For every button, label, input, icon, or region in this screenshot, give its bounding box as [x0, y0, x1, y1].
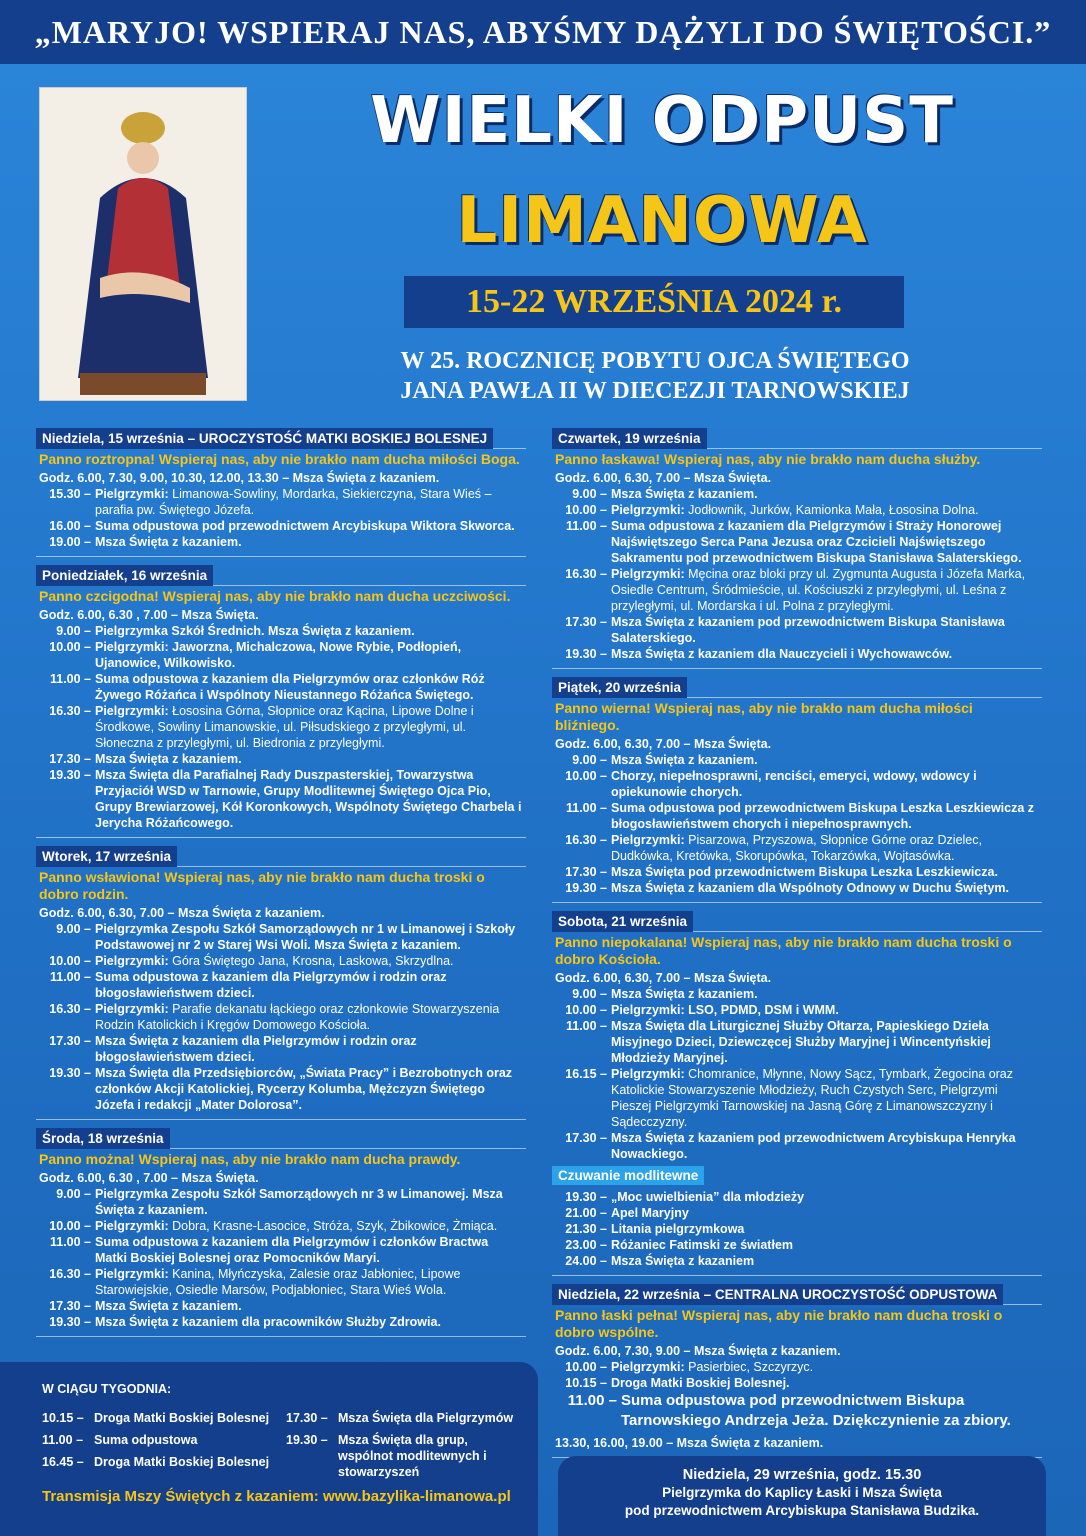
weekly-time: 10.15 – [42, 1411, 84, 1425]
schedule-row [555, 864, 1039, 880]
row-desc [611, 1359, 1039, 1375]
row-time: 11.00 – [565, 1019, 607, 1033]
row-bold-text: Pielgrzymka Zespołu Szkół Samorządowych nr 3 w Limanowej. Msza Święta z kazaniem. [95, 1187, 503, 1217]
row-desc [611, 566, 1039, 614]
row-desc [95, 953, 523, 969]
schedule-right-column [552, 428, 1042, 1466]
schedule-row [39, 969, 523, 1001]
row-desc [611, 1221, 1039, 1237]
row-desc [95, 703, 523, 751]
row-time: 16.30 – [49, 1002, 91, 1016]
row-desc [95, 1001, 523, 1033]
day-hours: Godz. 6.00, 6.30, 7.00 – Msza Święta z kazaniem. [39, 906, 325, 920]
row-plain-text: Góra Świętego Jana, Krosna, Laskowa, Skrzydlna. [168, 954, 454, 968]
row-desc [95, 671, 523, 703]
row-bold-text: Msza Święta z kazaniem. [611, 987, 758, 1001]
schedule-row [39, 1234, 523, 1266]
footer-line: Pielgrzymka do Kaplicy Łaski i Msza Święta [662, 1485, 942, 1500]
day-invocation: Panno roztropna! Wspieraj nas, aby nie brakło nam ducha miłości Boga. [39, 451, 520, 467]
row-desc [611, 1066, 1039, 1130]
row-time: 10.00 – [565, 1003, 607, 1017]
schedule-row [555, 986, 1039, 1002]
schedule-row [39, 767, 523, 831]
row-time: 16.00 – [49, 519, 91, 533]
city-title: LIMANOWA [456, 184, 868, 258]
row-time: 16.30 – [49, 704, 91, 718]
weekly-row [286, 1410, 526, 1426]
row-bold-text: Suma odpustowa z kazaniem dla Pielgrzymów oraz członków Róż Żywego Różańca i Wspólnoty Nieustannego Różańca Świętego. [95, 672, 485, 702]
schedule-row [555, 1253, 1039, 1269]
schedule-row [555, 486, 1039, 502]
row-time: 19.30 – [565, 1190, 607, 1204]
row-time: 16.15 – [565, 1067, 607, 1081]
row-time: 9.00 – [572, 987, 607, 1001]
row-bold-text: Pielgrzymki: Jaworzna, Michalczowa, Nowe Rybie, Podłopień, Ujanowice, Wilkowisko. [95, 640, 462, 670]
row-desc [611, 1205, 1039, 1221]
row-bold-text: Pielgrzymki: [611, 1360, 685, 1374]
row-desc [611, 502, 1039, 518]
row-desc [611, 768, 1039, 800]
row-bold-text: Msza Święta pod przewodnictwem Biskupa Leszka Leszkiewicza. [611, 865, 998, 879]
row-bold-text: Droga Matki Boskiej Bolesnej. [611, 1376, 790, 1390]
schedule-row [39, 1298, 523, 1314]
row-time: 10.00 – [49, 640, 91, 654]
row-plain-text: Jodłownik, Jurków, Kamionka Mała, Łososina Dolna. [684, 503, 979, 517]
day-hours: Godz. 6.00, 6.30, 7.00 – Msza Święta. [555, 471, 772, 485]
row-bold-text: Pielgrzymki: [95, 1002, 169, 1016]
row-bold-text: Msza Święta z kazaniem. [95, 752, 242, 766]
row-plain-text: Parafie dekanatu łąckiego oraz członkowie Stowarzyszenia Rodzin Katolickich i Kręgów Domowego Kościoła. [95, 1002, 500, 1032]
schedule-row [39, 1314, 523, 1330]
row-plain-text: Pasierbiec, Szczyrzyc. [684, 1360, 814, 1374]
day-invocation: Panno czcigodna! Wspieraj nas, aby nie brakło nam ducha uczciwości. [39, 588, 511, 604]
day-section [552, 677, 1042, 903]
schedule-row [39, 1186, 523, 1218]
row-desc [611, 646, 1039, 662]
day-heading: Niedziela, 15 września – UROCZYSTOŚĆ MATKI BOSKIEJ BOLESNEJ [36, 428, 493, 449]
schedule-row [555, 614, 1039, 646]
row-bold-text: Msza Święta z kazaniem. [95, 535, 242, 549]
weekly-desc: Droga Matki Boskiej Bolesnej [94, 1411, 270, 1425]
row-bold-text: Suma odpustowa z kazaniem dla Pielgrzymów i członków Bractwa Matki Boskiej Bolesnej oraz Pomocników Maryi. [95, 1235, 489, 1265]
weekly-row [42, 1410, 282, 1426]
row-desc [95, 969, 523, 1001]
row-time: 19.30 – [49, 1066, 91, 1080]
row-desc [95, 1218, 523, 1234]
row-time: 11.00 – [565, 519, 607, 533]
schedule-left-column [36, 428, 526, 1345]
row-time: 9.00 – [56, 1187, 91, 1201]
weekly-time: 19.30 – [286, 1433, 328, 1447]
row-time: 10.00 – [565, 503, 607, 517]
row-bold-text: Pielgrzymki: [95, 487, 169, 501]
row-plain-text: Męcina oraz bloki przy ul. Zygmunta Augusta i Józefa Marka, Osiedle Centrum, Śródmieście, ul. Kościuszki z przyległymi, ul. Leśna z przyległymi, ul. Mordarska i ul. Polna z przyległymi. [611, 567, 1026, 613]
schedule-row-main [555, 1391, 1039, 1431]
row-plain-text: Dobra, Krasne-Lasocice, Stróża, Szyk, Żbikowice, Żmiąca. [168, 1219, 498, 1233]
row-desc [95, 751, 523, 767]
row-desc [611, 1130, 1039, 1162]
row-desc [95, 1314, 523, 1330]
day-hours: Godz. 6.00, 7.30, 9.00 – Msza Święta z kazaniem. [555, 1344, 841, 1358]
weekly-row [42, 1454, 282, 1470]
day-invocation: Panno łaski pełna! Wspieraj nas, aby nie brakło nam ducha troski o dobro wspólne. [555, 1307, 1003, 1340]
schedule-row [555, 502, 1039, 518]
row-desc [95, 1033, 523, 1065]
row-desc [95, 486, 523, 518]
row-bold-text: Msza Święta z kazaniem pod przewodnictwem Arcybiskupa Henryka Nowackiego. [611, 1131, 1016, 1161]
row-bold-text: Suma odpustowa z kazaniem dla Pielgrzymów i Straży Honorowej Najświętszego Serca Pana Jezusa oraz Czcicieli Najświętszego Sakramentu pod przewodnictwem Biskupa Stanisława Salaterskiego. [611, 519, 1022, 565]
row-desc [611, 518, 1039, 566]
row-bold-text: Pielgrzymki: [611, 503, 685, 517]
schedule-row [555, 1359, 1039, 1375]
row-desc [95, 1266, 523, 1298]
row-plain-text: Łososina Górna, Słopnice oraz Kącina, Lipowe Dolne i Środkowe, Sowliny Limanowskie, ul. Piłsudskiego z przyległymi, ul. Słoneczna z przyległymi, ul. Biedronia z przyległymi. [95, 704, 474, 750]
schedule-row [555, 752, 1039, 768]
weekly-desc: Msza Święta dla grup, wspólnot modlitewnych i stowarzyszeń [338, 1433, 487, 1479]
day-invocation: Panno wsławiona! Wspieraj nas, aby nie brakło nam ducha troski o dobro rodzin. [39, 869, 485, 902]
row-desc [95, 921, 523, 953]
schedule-row [39, 1033, 523, 1065]
day-heading: Niedziela, 22 września – CENTRALNA UROCZYSTOŚĆ ODPUSTOWA [552, 1284, 1003, 1305]
row-time: 11.00 – [567, 1392, 617, 1409]
day-heading: Piątek, 20 września [552, 677, 687, 698]
row-bold-text: Apel Maryjny [611, 1206, 689, 1220]
row-time: 19.30 – [49, 768, 91, 782]
row-bold-text: Pielgrzymki: [95, 1267, 169, 1281]
row-desc [611, 864, 1039, 880]
schedule-row [39, 751, 523, 767]
motto-bar [0, 0, 1086, 64]
row-bold-text: Msza Święta dla Liturgicznej Służby Ołtarza, Papieskiego Dzieła Misyjnego Dzieci, Dziewczęcej Służby Maryjnej i Wincentyńskiej Młodzieży Maryjnej. [611, 1019, 991, 1065]
row-time: 24.00 – [565, 1254, 607, 1268]
row-bold-text: Pielgrzymki: [611, 567, 685, 581]
row-bold-text: Msza Święta z kazaniem dla Nauczycieli i Wychowawców. [611, 647, 953, 661]
row-time: 17.30 – [565, 865, 607, 879]
row-time: 11.00 – [49, 970, 91, 984]
schedule-row [39, 639, 523, 671]
date-text: 15-22 WRZEŚNIA 2024 r. [466, 283, 842, 320]
schedule-row [39, 623, 523, 639]
day-invocation: Panno łaskawa! Wspieraj nas, aby nie brakło nam ducha służby. [555, 451, 981, 467]
footer-line: pod przewodnictwem Arcybiskupa Stanisława Budzika. [624, 1503, 980, 1518]
row-desc [95, 518, 523, 534]
row-time: 11.00 – [565, 801, 607, 815]
broadcast-link[interactable]: Transmisja Mszy Świętych z kazaniem: www.bazylika-limanowa.pl [42, 1488, 511, 1505]
row-time: 15.30 – [49, 487, 91, 501]
day-section [552, 911, 1042, 1276]
row-time: 19.00 – [49, 535, 91, 549]
row-bold-text: Pielgrzymki: LSO, PDMD, DSM i WMM. [611, 1003, 839, 1017]
weekly-desc: Droga Matki Boskiej Bolesnej [94, 1455, 270, 1469]
row-time: 19.30 – [565, 881, 607, 895]
row-desc [95, 534, 523, 550]
schedule-row [39, 1001, 523, 1033]
motto: „MARYJO! WSPIERAJ NAS, ABYŚMY DĄŻYLI DO ŚWIĘTOŚCI.” [34, 13, 1052, 50]
schedule-row [39, 671, 523, 703]
row-bold-text: „Moc uwielbienia” dla młodzieży [611, 1190, 805, 1204]
row-desc [611, 486, 1039, 502]
schedule-row [555, 1205, 1039, 1221]
row-bold-text: Pielgrzymki: [95, 704, 169, 718]
row-desc [95, 1065, 523, 1113]
day-heading: Wtorek, 17 września [36, 846, 177, 867]
row-bold-text: Msza Święta z kazaniem dla pracowników Służby Zdrowia. [95, 1315, 441, 1329]
weekly-heading: W CIĄGU TYGODNIA: [42, 1382, 172, 1396]
schedule-row [39, 486, 523, 518]
row-desc [611, 832, 1039, 864]
row-bold-text: Pielgrzymka Szkół Średnich. Msza Święta z kazaniem. [95, 624, 415, 638]
row-bold-text: Msza Święta z kazaniem. [95, 1299, 242, 1313]
weekly-time: 16.45 – [42, 1455, 84, 1469]
row-desc [95, 1234, 523, 1266]
row-time: 9.00 – [56, 624, 91, 638]
weekly-time: 11.00 – [42, 1433, 84, 1447]
row-desc [95, 1186, 523, 1218]
schedule-row [555, 832, 1039, 864]
day-hours: Godz. 6.00, 6.30 , 7.00 – Msza Święta. [39, 608, 259, 622]
row-bold-text: Pielgrzymki: [611, 833, 685, 847]
schedule-row [39, 1266, 523, 1298]
anniversary-subtitle [340, 346, 970, 406]
day-tail: 13.30, 16.00, 19.00 – Msza Święta z kazaniem. [555, 1436, 824, 1450]
row-time: 16.30 – [49, 1267, 91, 1281]
row-desc [611, 800, 1039, 832]
row-bold-text: Msza Święta z kazaniem [611, 1254, 755, 1268]
schedule-row [555, 518, 1039, 566]
weekly-row [42, 1432, 282, 1448]
row-time: 11.00 – [49, 1235, 91, 1249]
schedule-row [555, 1002, 1039, 1018]
day-invocation: Panno można! Wspieraj nas, aby nie brakło nam ducha prawdy. [39, 1151, 461, 1167]
day-section [36, 428, 526, 557]
row-bold-text: Suma odpustowa z kazaniem dla Pielgrzymów i rodzin oraz błogosławieństwem dzieci. [95, 970, 447, 1000]
footer-line: Niedziela, 29 września, godz. 15.30 [682, 1467, 922, 1483]
row-time: 17.30 – [565, 615, 607, 629]
row-desc [611, 1253, 1039, 1269]
row-time: 11.00 – [49, 672, 91, 686]
row-desc [611, 614, 1039, 646]
row-desc [611, 1002, 1039, 1018]
row-bold-text: Pielgrzymki: [95, 954, 169, 968]
schedule-row [39, 1218, 523, 1234]
row-time: 9.00 – [572, 487, 607, 501]
row-time: 19.30 – [565, 647, 607, 661]
schedule-row [39, 953, 523, 969]
row-time: 21.30 – [565, 1222, 607, 1236]
schedule-row [555, 880, 1039, 896]
row-desc: Suma odpustowa pod przewodnictwem Biskupa Tarnowskiego Andrzeja Jeża. Dziękczynienie za zbiory. [621, 1392, 1011, 1429]
row-desc [95, 767, 523, 831]
row-time: 23.00 – [565, 1238, 607, 1252]
day-hours: Godz. 6.00, 7.30, 9.00, 10.30, 12.00, 13.30 – Msza Święta z kazaniem. [39, 471, 440, 485]
row-bold-text: Różaniec Fatimski ze światłem [611, 1238, 794, 1252]
day-heading: Sobota, 21 września [552, 911, 693, 932]
main-title: WIELKI ODPUST [370, 84, 954, 158]
row-bold-text: Pielgrzymki: [95, 1219, 169, 1233]
schedule-row [555, 1237, 1039, 1253]
row-bold-text: Suma odpustowa pod przewodnictwem Arcybiskupa Wiktora Skworca. [95, 519, 515, 533]
row-desc [611, 752, 1039, 768]
day-heading: Poniedziałek, 16 września [36, 565, 213, 586]
day-section [552, 428, 1042, 669]
day-section [552, 1284, 1042, 1458]
row-time: 10.15 – [565, 1376, 607, 1390]
day-heading: Czwartek, 19 września [552, 428, 707, 449]
schedule-row [555, 800, 1039, 832]
row-time: 9.00 – [572, 753, 607, 767]
vigil-heading: Czuwanie modlitewne [552, 1166, 704, 1185]
weekly-box [0, 1362, 538, 1536]
row-plain-text: Limanowa-Sowliny, Mordarka, Siekierczyna, Stara Wieś – parafia pw. Świętego Józefa. [95, 487, 492, 517]
schedule-row [555, 1066, 1039, 1130]
weekly-row [286, 1432, 526, 1480]
row-bold-text: Msza Święta dla Parafialnej Rady Duszpasterskiej, Towarzystwa Przyjaciół WSD w Tarnowie, Grupy Modlitewnej Świętego Ojca Pio, Grupy Brewiarzowej, Kół Koronkowych, Wspólnoty Świętego Charbela i Jerycha Różańcowego. [95, 768, 522, 830]
row-bold-text: Pielgrzymki: [611, 1067, 685, 1081]
row-time: 17.30 – [565, 1131, 607, 1145]
schedule-row [555, 566, 1039, 614]
row-time: 19.30 – [49, 1315, 91, 1329]
row-desc [95, 1298, 523, 1314]
schedule-row [555, 1375, 1039, 1391]
day-invocation: Panno niepokalana! Wspieraj nas, aby nie brakło nam ducha troski o dobro Kościoła. [555, 934, 1012, 967]
row-time: 10.00 – [49, 1219, 91, 1233]
row-bold-text: Pielgrzymka Zespołu Szkół Samorządowych nr 1 w Limanowej i Szkoły Podstawowej nr 2 w Starej Wsi Woli. Msza Święta z kazaniem. [95, 922, 516, 952]
date-banner [404, 276, 904, 328]
row-bold-text: Msza Święta z kazaniem. [611, 487, 758, 501]
row-time: 10.00 – [49, 954, 91, 968]
schedule-row [39, 518, 523, 534]
row-desc [611, 1189, 1039, 1205]
row-time: 10.00 – [565, 769, 607, 783]
row-plain-text: Pisarzowa, Przyszowa, Słopnice Górne oraz Dzielec, Dudkówka, Kretówka, Skorupówka, Tokarzówka, Wojtasówka. [611, 833, 982, 863]
row-desc [611, 880, 1039, 896]
row-desc [611, 1018, 1039, 1066]
day-hours: Godz. 6.00, 6.30, 7.00 – Msza Święta. [555, 971, 772, 985]
row-time: 10.00 – [565, 1360, 607, 1374]
weekly-left-list [42, 1410, 282, 1476]
day-section [36, 1128, 526, 1337]
row-desc [95, 639, 523, 671]
row-time: 17.30 – [49, 1299, 91, 1313]
day-section [36, 565, 526, 838]
day-heading: Środa, 18 września [36, 1128, 170, 1149]
anniversary-line: JANA PAWŁA II W DIECEZJI TARNOWSKIEJ [400, 378, 910, 404]
weekly-time: 17.30 – [286, 1411, 328, 1425]
row-bold-text: Litania pielgrzymkowa [611, 1222, 745, 1236]
row-bold-text: Suma odpustowa pod przewodnictwem Biskupa Leszka Leszkiewicza z błogosławieństwem chorych i niepełnosprawnych. [611, 801, 1035, 831]
day-section [36, 846, 526, 1120]
weekly-right-list [286, 1410, 526, 1486]
row-time: 17.30 – [49, 752, 91, 766]
schedule-row [555, 1130, 1039, 1162]
schedule-row [39, 703, 523, 751]
row-time: 9.00 – [56, 922, 91, 936]
schedule-row [555, 1221, 1039, 1237]
row-time: 17.30 – [49, 1034, 91, 1048]
schedule-row [555, 646, 1039, 662]
row-time: 16.30 – [565, 833, 607, 847]
row-bold-text: Msza Święta z kazaniem. [611, 753, 758, 767]
row-desc [611, 1375, 1039, 1391]
weekly-desc: Msza Święta dla Pielgrzymów [338, 1411, 514, 1425]
schedule-row [39, 534, 523, 550]
row-time: 16.30 – [565, 567, 607, 581]
row-desc [611, 1237, 1039, 1253]
row-bold-text: Msza Święta dla Przedsiębiorców, „Świata Pracy” i Bezrobotnych oraz członków Akcji Katolickiej, Rycerzy Kolumba, Mężczyzn Świętego Józefa i redakcji „Mater Dolorosa”. [95, 1066, 513, 1112]
row-bold-text: Chorzy, niepełnosprawni, renciści, emeryci, wdowy, wdowcy i opiekunowie chorych. [611, 769, 977, 799]
day-invocation: Panno wierna! Wspieraj nas, aby nie brakło nam ducha miłości bliźniego. [555, 700, 973, 733]
row-bold-text: Msza Święta z kazaniem dla Pielgrzymów i rodzin oraz błogosławieństwem dzieci. [95, 1034, 417, 1064]
row-plain-text: Chomranice, Młynne, Nowy Sącz, Tymbark, Żegocina oraz Katolickie Stowarzyszenie Młodzieży, Ruch Czystych Serc, Pielgrzymi Pieszej Pielgrzymki Tarnowskiej na Jasną Górę z Limanowszczyzny i Sądecczyzny. [611, 1067, 1014, 1129]
schedule-row [555, 1018, 1039, 1066]
row-plain-text: Kanina, Młyńczyska, Zalesie oraz Jabłoniec, Lipowe Starowiejskie, Osiedle Marsów, Podjabłoniec, Stara Wieś Wola. [95, 1267, 461, 1297]
weekly-desc: Suma odpustowa [94, 1433, 198, 1447]
row-desc [611, 986, 1039, 1002]
row-bold-text: Msza Święta z kazaniem dla Wspólnoty Odnowy w Duchu Świętym. [611, 881, 1009, 895]
row-bold-text: Msza Święta z kazaniem pod przewodnictwem Biskupa Stanisława Salaterskiego. [611, 615, 1005, 645]
row-desc [95, 623, 523, 639]
day-hours: Godz. 6.00, 6.30 , 7.00 – Msza Święta. [39, 1171, 259, 1185]
schedule-row [555, 1189, 1039, 1205]
anniversary-line: W 25. ROCZNICĘ POBYTU OJCA ŚWIĘTEGO [400, 348, 910, 374]
madonna-image [40, 88, 246, 400]
schedule-row [555, 768, 1039, 800]
schedule-row [39, 921, 523, 953]
row-time: 21.00 – [565, 1206, 607, 1220]
schedule-row [39, 1065, 523, 1113]
day-hours: Godz. 6.00, 6.30, 7.00 – Msza Święta. [555, 737, 772, 751]
footer-box [558, 1456, 1046, 1536]
